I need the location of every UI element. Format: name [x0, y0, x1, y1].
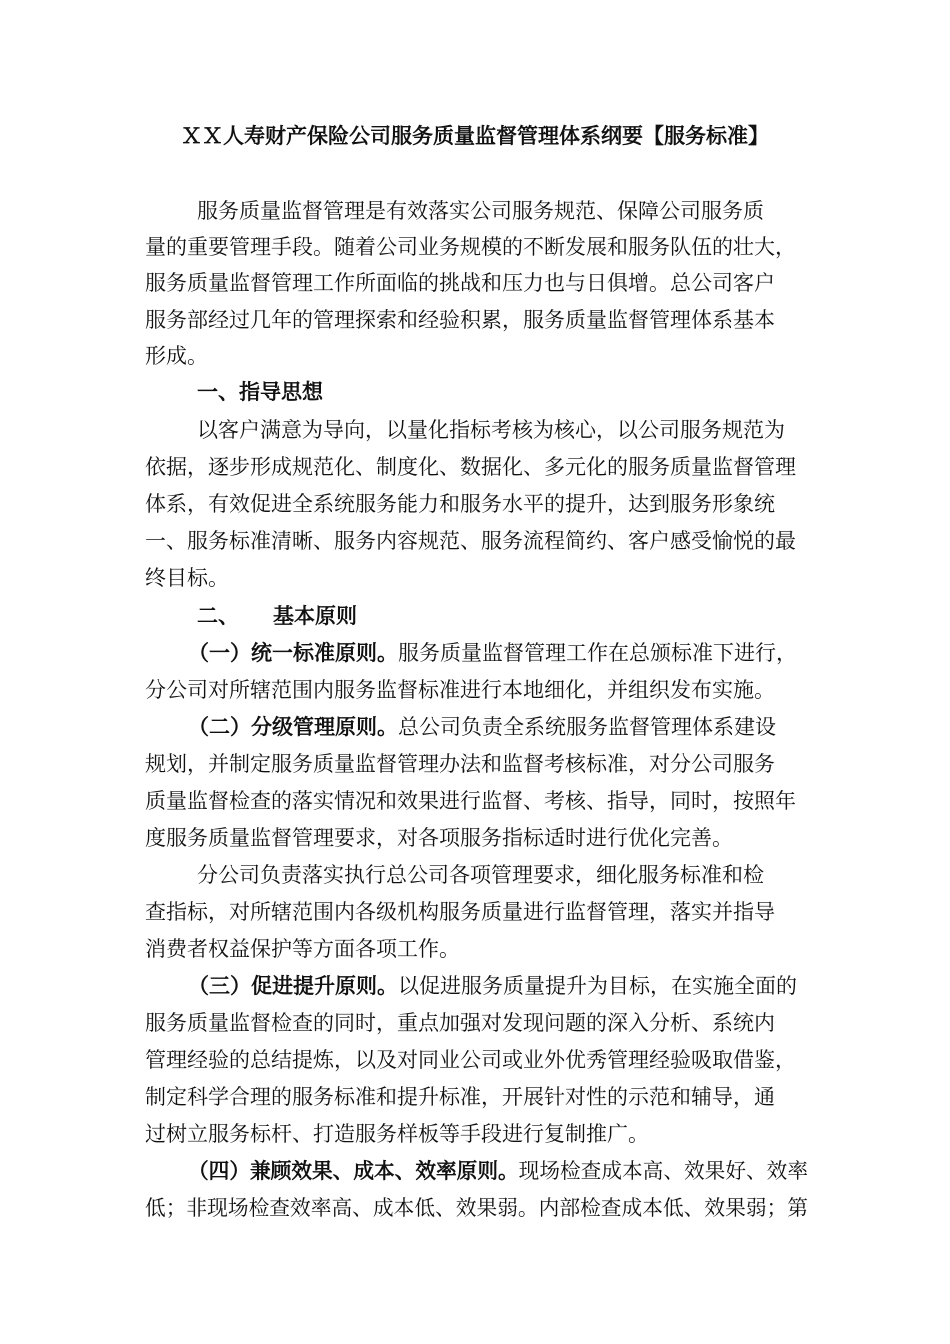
heading-text: 基本原则 [273, 604, 357, 628]
body-line [145, 523, 796, 559]
heading-number: 二、 [197, 604, 239, 628]
line-text: 总公司负责全系统服务监督管理体系建设 [398, 715, 776, 739]
body-line [197, 857, 764, 893]
body-line [145, 302, 775, 338]
line-text: 度服务质量监督管理要求，对各项服务指标适时进行优化完善。 [145, 826, 733, 850]
body-line [188, 968, 797, 1004]
body-line [188, 1153, 808, 1189]
section-heading-1 [197, 374, 323, 410]
section-heading-2 [197, 598, 357, 634]
principle-title: （二）分级管理原则。 [188, 715, 398, 739]
line-text: 量的重要管理手段。随着公司业务规模的不断发展和服务队伍的壮大， [145, 235, 796, 259]
body-line [145, 672, 775, 708]
line-text: 以客户满意为导向，以量化指标考核为核心，以公司服务规范为 [197, 418, 785, 442]
line-text: 服务部经过几年的管理探索和经验积累，服务质量监督管理体系基本 [145, 308, 775, 332]
body-line [145, 1079, 775, 1115]
document-title: ＸＸ人寿财产保险公司服务质量监督管理体系纲要【服务标准】 [181, 124, 769, 148]
line-text: 形成。 [145, 344, 208, 368]
line-text: 服务质量监督检查的同时，重点加强对发现问题的深入分析、系统内 [145, 1011, 775, 1035]
body-line [145, 560, 229, 596]
principle-title: （三）促进提升原则。 [188, 974, 398, 998]
line-text: 质量监督检查的落实情况和效果进行监督、考核、指导，同时，按照年 [145, 789, 796, 813]
principle-title: （四）兼顾效果、成本、效率原则。 [188, 1159, 519, 1183]
line-text: 分公司负责落实执行总公司各项管理要求，细化服务标准和检 [197, 863, 764, 887]
body-line [145, 486, 775, 522]
body-line [145, 931, 460, 967]
body-line [145, 783, 796, 819]
body-line [188, 709, 776, 745]
body-line [145, 746, 775, 782]
line-text: 服务质量监督管理工作所面临的挑战和压力也与日俱增。总公司客户 [145, 271, 775, 295]
line-text: 制定科学合理的服务标准和提升标准，开展针对性的示范和辅导，通 [145, 1085, 775, 1109]
line-text: 管理经验的总结提炼，以及对同业公司或业外优秀管理经验吸取借鉴， [145, 1048, 796, 1072]
line-text: 依据，逐步形成规范化、制度化、数据化、多元化的服务质量监督管理 [145, 455, 796, 479]
body-line [188, 635, 797, 671]
body-line [197, 193, 764, 229]
line-text: 终目标。 [145, 566, 229, 590]
body-line [145, 229, 796, 265]
body-line [145, 1042, 796, 1078]
body-line [145, 1190, 808, 1226]
line-text: 低；非现场检查效率高、成本低、效果弱。内部检查成本低、效果弱；第 [145, 1196, 808, 1220]
line-text: 规划，并制定服务质量监督管理办法和监督考核标准，对分公司服务 [145, 752, 775, 776]
body-line [145, 338, 208, 374]
line-text: 一、服务标准清晰、服务内容规范、服务流程简约、客户感受愉悦的最 [145, 529, 796, 553]
line-text: 以促进服务质量提升为目标，在实施全面的 [398, 974, 797, 998]
principle-title: （一）统一标准原则。 [188, 641, 398, 665]
body-line [145, 1116, 649, 1152]
line-text: 服务质量监督管理工作在总颁标准下进行， [398, 641, 797, 665]
line-text: 查指标，对所辖范围内各级机构服务质量进行监督管理，落实并指导 [145, 900, 775, 924]
line-text: 服务质量监督管理是有效落实公司服务规范、保障公司服务质 [197, 199, 764, 223]
body-line [145, 894, 775, 930]
line-text: 现场检查成本高、效果好、效率 [518, 1159, 808, 1183]
heading-text: 一、指导思想 [197, 380, 323, 404]
body-line [197, 412, 785, 448]
body-line [145, 449, 796, 485]
body-line [145, 265, 775, 301]
line-text: 过树立服务标杆、打造服务样板等手段进行复制推广。 [145, 1122, 649, 1146]
line-text: 消费者权益保护等方面各项工作。 [145, 937, 460, 961]
body-line [145, 1005, 775, 1041]
line-text: 分公司对所辖范围内服务监督标准进行本地细化，并组织发布实施。 [145, 678, 775, 702]
body-line [145, 820, 733, 856]
line-text: 体系，有效促进全系统服务能力和服务水平的提升，达到服务形象统 [145, 492, 775, 516]
